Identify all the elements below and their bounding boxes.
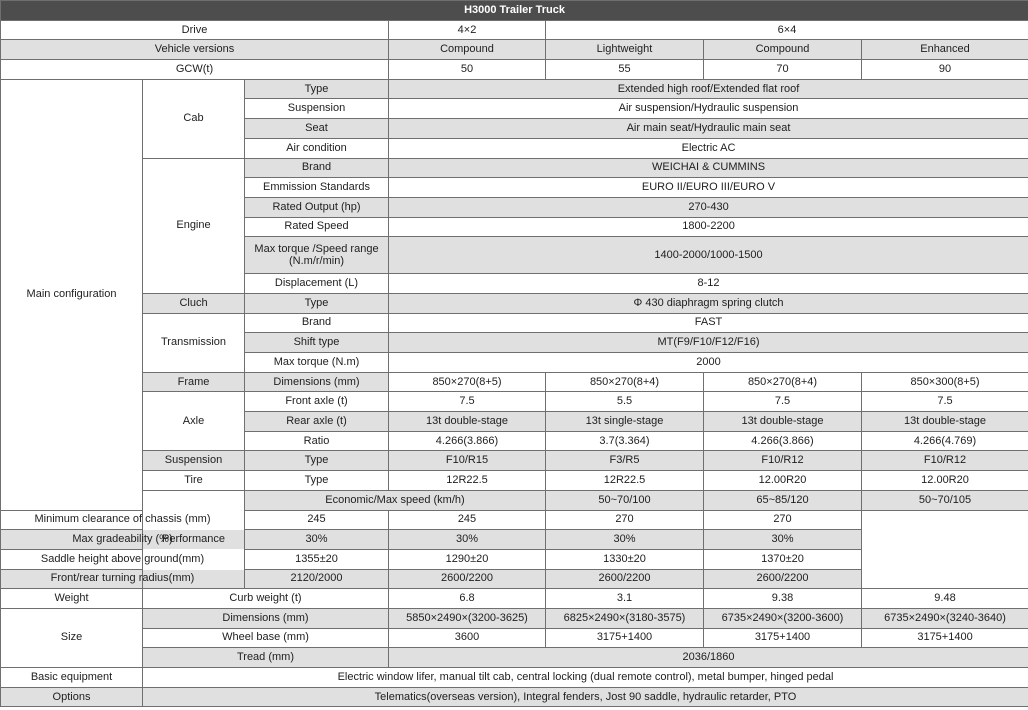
transmission-torque-label: Max torque (N.m): [245, 353, 389, 373]
size-dim-row: [1, 608, 1028, 628]
engine-torque-value: 1400-2000/1000-1500: [389, 237, 1028, 274]
performance-speed-cell: 50~70/105: [862, 490, 1028, 510]
options-value: Telematics(overseas version), Integral fenders, Jost 90 saddle, hydraulic retarder, PTO: [143, 687, 1028, 707]
suspension-cell: F3/R5: [546, 451, 704, 471]
engine-brand-label: Brand: [245, 158, 389, 178]
weight-curb-cell: 9.48: [862, 589, 1028, 609]
axle-rear-cell: 13t double-stage: [704, 412, 862, 432]
weight-curb-cell: 9.38: [704, 589, 862, 609]
engine-displacement-label: Displacement (L): [245, 274, 389, 294]
performance-saddle-cell: 1355±20: [245, 549, 389, 569]
suspension-cell: F10/R15: [389, 451, 546, 471]
suspension-cell: F10/R12: [862, 451, 1028, 471]
engine-label: Engine: [143, 158, 245, 293]
cab-seat-value: Air main seat/Hydraulic main seat: [389, 119, 1028, 139]
performance-turning-label: Front/rear turning radius(mm): [1, 569, 245, 589]
axle-rear-label: Rear axle (t): [245, 412, 389, 432]
size-tread-row: [1, 648, 1028, 668]
table-title: H3000 Trailer Truck: [1, 1, 1028, 21]
performance-grade-row: [1, 530, 1028, 550]
performance-clearance-cell: 245: [245, 510, 389, 530]
tire-cell: 12R22.5: [546, 471, 704, 491]
weight-label: Weight: [1, 589, 143, 609]
frame-dim-label: Dimensions (mm): [245, 372, 389, 392]
frame-dim-cell: 850×270(8+4): [704, 372, 862, 392]
performance-saddle-cell: 1330±20: [546, 549, 704, 569]
clutch-row: [1, 293, 1028, 313]
performance-clearance-cell: 270: [704, 510, 862, 530]
gcw-cell: 90: [862, 60, 1028, 80]
main-configuration-label: Main configuration: [1, 79, 143, 510]
gcw-cell: 70: [704, 60, 862, 80]
gcw-row: [1, 60, 1028, 80]
clutch-type-value: Φ 430 diaphragm spring clutch: [389, 293, 1028, 313]
size-wheelbase-row: [1, 628, 1028, 648]
transmission-shift-label: Shift type: [245, 333, 389, 353]
engine-brand-row: [1, 158, 1028, 178]
size-dim-label: Dimensions (mm): [143, 608, 389, 628]
transmission-brand-row: [1, 313, 1028, 333]
versions-label: Vehicle versions: [1, 40, 389, 60]
frame-dim-cell: 850×270(8+5): [389, 372, 546, 392]
engine-torque-label-text: Max torque /Speed range: [254, 243, 379, 256]
transmission-brand-label: Brand: [245, 313, 389, 333]
performance-saddle-label: Saddle height above ground(mm): [1, 549, 245, 569]
axle-rear-cell: 13t single-stage: [546, 412, 704, 432]
engine-speed-label: Rated Speed: [245, 217, 389, 237]
engine-speed-value: 1800-2200: [389, 217, 1028, 237]
version-cell: Enhanced: [862, 40, 1028, 60]
engine-brand-value: WEICHAI & CUMMINS: [389, 158, 1028, 178]
performance-grade-cell: 30%: [704, 530, 862, 550]
axle-front-cell: 7.5: [704, 392, 862, 412]
title-row: [1, 1, 1028, 21]
gcw-cell: 55: [546, 60, 704, 80]
version-cell: Compound: [389, 40, 546, 60]
size-dim-cell: 6825×2490×(3180-3575): [546, 608, 704, 628]
tire-cell: 12.00R20: [704, 471, 862, 491]
performance-grade-cell: 30%: [245, 530, 389, 550]
tire-row: [1, 471, 1028, 491]
frame-row: [1, 372, 1028, 392]
axle-front-cell: 7.5: [862, 392, 1028, 412]
performance-turning-cell: 2600/2200: [704, 569, 862, 589]
axle-ratio-cell: 4.266(3.866): [704, 431, 862, 451]
size-dim-cell: 6735×2490×(3200-3600): [704, 608, 862, 628]
basic-equipment-row: [1, 668, 1028, 688]
axle-front-cell: 7.5: [389, 392, 546, 412]
engine-emission-label: Emmission Standards: [245, 178, 389, 198]
suspension-cell: F10/R12: [704, 451, 862, 471]
frame-dim-cell: 850×300(8+5): [862, 372, 1028, 392]
cab-type-label: Type: [245, 79, 389, 99]
clutch-type-label: Type: [245, 293, 389, 313]
size-dim-cell: 5850×2490×(3200-3625): [389, 608, 546, 628]
suspension-type-label: Type: [245, 451, 389, 471]
performance-grade-label: Max gradeability (%): [1, 530, 245, 550]
transmission-brand-value: FAST: [389, 313, 1028, 333]
cab-suspension-value: Air suspension/Hydraulic suspension: [389, 99, 1028, 119]
cab-seat-label: Seat: [245, 119, 389, 139]
performance-saddle-row: [1, 549, 1028, 569]
options-label: Options: [1, 687, 143, 707]
axle-front-row: [1, 392, 1028, 412]
cab-type-value: Extended high roof/Extended flat roof: [389, 79, 1028, 99]
suspension-label: Suspension: [143, 451, 245, 471]
performance-speed-label: Economic/Max speed (km/h): [245, 490, 546, 510]
basic-equipment-value: Electric window lifer, manual tilt cab, central locking (dual remote control), metal bumper, hinged pedal: [143, 668, 1028, 688]
tire-label: Tire: [143, 471, 245, 491]
performance-grade-cell: 30%: [389, 530, 546, 550]
drive-4x2: 4×2: [389, 20, 546, 40]
transmission-torque-value: 2000: [389, 353, 1028, 373]
engine-output-label: Rated Output (hp): [245, 197, 389, 217]
tire-cell: 12.00R20: [862, 471, 1028, 491]
performance-turning-cell: 2600/2200: [546, 569, 704, 589]
performance-clearance-row: [1, 510, 1028, 530]
performance-turning-row: [1, 569, 1028, 589]
size-label: Size: [1, 608, 143, 667]
size-wheelbase-cell: 3175+1400: [546, 628, 704, 648]
weight-curb-label: Curb weight (t): [143, 589, 389, 609]
axle-rear-cell: 13t double-stage: [389, 412, 546, 432]
performance-clearance-label: Minimum clearance of chassis (mm): [1, 510, 245, 530]
size-wheelbase-label: Wheel base (mm): [143, 628, 389, 648]
performance-speed-cell: 65~85/120: [704, 490, 862, 510]
axle-label: Axle: [143, 392, 245, 451]
performance-label: Performance: [143, 490, 245, 588]
weight-row: [1, 589, 1028, 609]
performance-turning-cell: 2120/2000: [245, 569, 389, 589]
size-wheelbase-cell: 3175+1400: [704, 628, 862, 648]
performance-speed-cell: 50~70/100: [546, 490, 704, 510]
performance-clearance-cell: 270: [546, 510, 704, 530]
performance-speed-row: [1, 490, 1028, 510]
axle-front-label: Front axle (t): [245, 392, 389, 412]
axle-ratio-cell: 4.266(4.769): [862, 431, 1028, 451]
size-wheelbase-cell: 3175+1400: [862, 628, 1028, 648]
axle-ratio-cell: 3.7(3.364): [546, 431, 704, 451]
engine-output-value: 270-430: [389, 197, 1028, 217]
performance-saddle-cell: 1290±20: [389, 549, 546, 569]
performance-saddle-cell: 1370±20: [704, 549, 862, 569]
weight-curb-cell: 3.1: [546, 589, 704, 609]
cab-suspension-label: Suspension: [245, 99, 389, 119]
performance-turning-cell: 2600/2200: [389, 569, 546, 589]
engine-torque-label: [245, 237, 389, 274]
engine-displacement-value: 8-12: [389, 274, 1028, 294]
frame-label: Frame: [143, 372, 245, 392]
axle-ratio-label: Ratio: [245, 431, 389, 451]
cab-ac-value: Electric AC: [389, 138, 1028, 158]
drive-row: [1, 20, 1028, 40]
size-dim-cell: 6735×2490×(3240-3640): [862, 608, 1028, 628]
axle-front-cell: 5.5: [546, 392, 704, 412]
transmission-shift-value: MT(F9/F10/F12/F16): [389, 333, 1028, 353]
engine-torque-unit: (N.m/r/min): [289, 255, 344, 268]
drive-label: Drive: [1, 20, 389, 40]
drive-6x4: 6×4: [546, 20, 1028, 40]
size-tread-label: Tread (mm): [143, 648, 389, 668]
axle-ratio-cell: 4.266(3.866): [389, 431, 546, 451]
frame-dim-cell: 850×270(8+4): [546, 372, 704, 392]
size-tread-value: 2036/1860: [389, 648, 1028, 668]
gcw-cell: 50: [389, 60, 546, 80]
suspension-row: [1, 451, 1028, 471]
cab-label: Cab: [143, 79, 245, 158]
tire-type-label: Type: [245, 471, 389, 491]
engine-emission-value: EURO II/EURO III/EURO V: [389, 178, 1028, 198]
size-wheelbase-cell: 3600: [389, 628, 546, 648]
axle-rear-cell: 13t double-stage: [862, 412, 1028, 432]
cab-ac-label: Air condition: [245, 138, 389, 158]
gcw-label: GCW(t): [1, 60, 389, 80]
transmission-label: Transmission: [143, 313, 245, 372]
performance-grade-cell: 30%: [546, 530, 704, 550]
weight-curb-cell: 6.8: [389, 589, 546, 609]
basic-equipment-label: Basic equipment: [1, 668, 143, 688]
options-row: [1, 687, 1028, 707]
cab-type-row: [1, 79, 1028, 99]
versions-row: [1, 40, 1028, 60]
tire-cell: 12R22.5: [389, 471, 546, 491]
performance-clearance-cell: 245: [389, 510, 546, 530]
version-cell: Lightweight: [546, 40, 704, 60]
version-cell: Compound: [704, 40, 862, 60]
clutch-label: Cluch: [143, 293, 245, 313]
